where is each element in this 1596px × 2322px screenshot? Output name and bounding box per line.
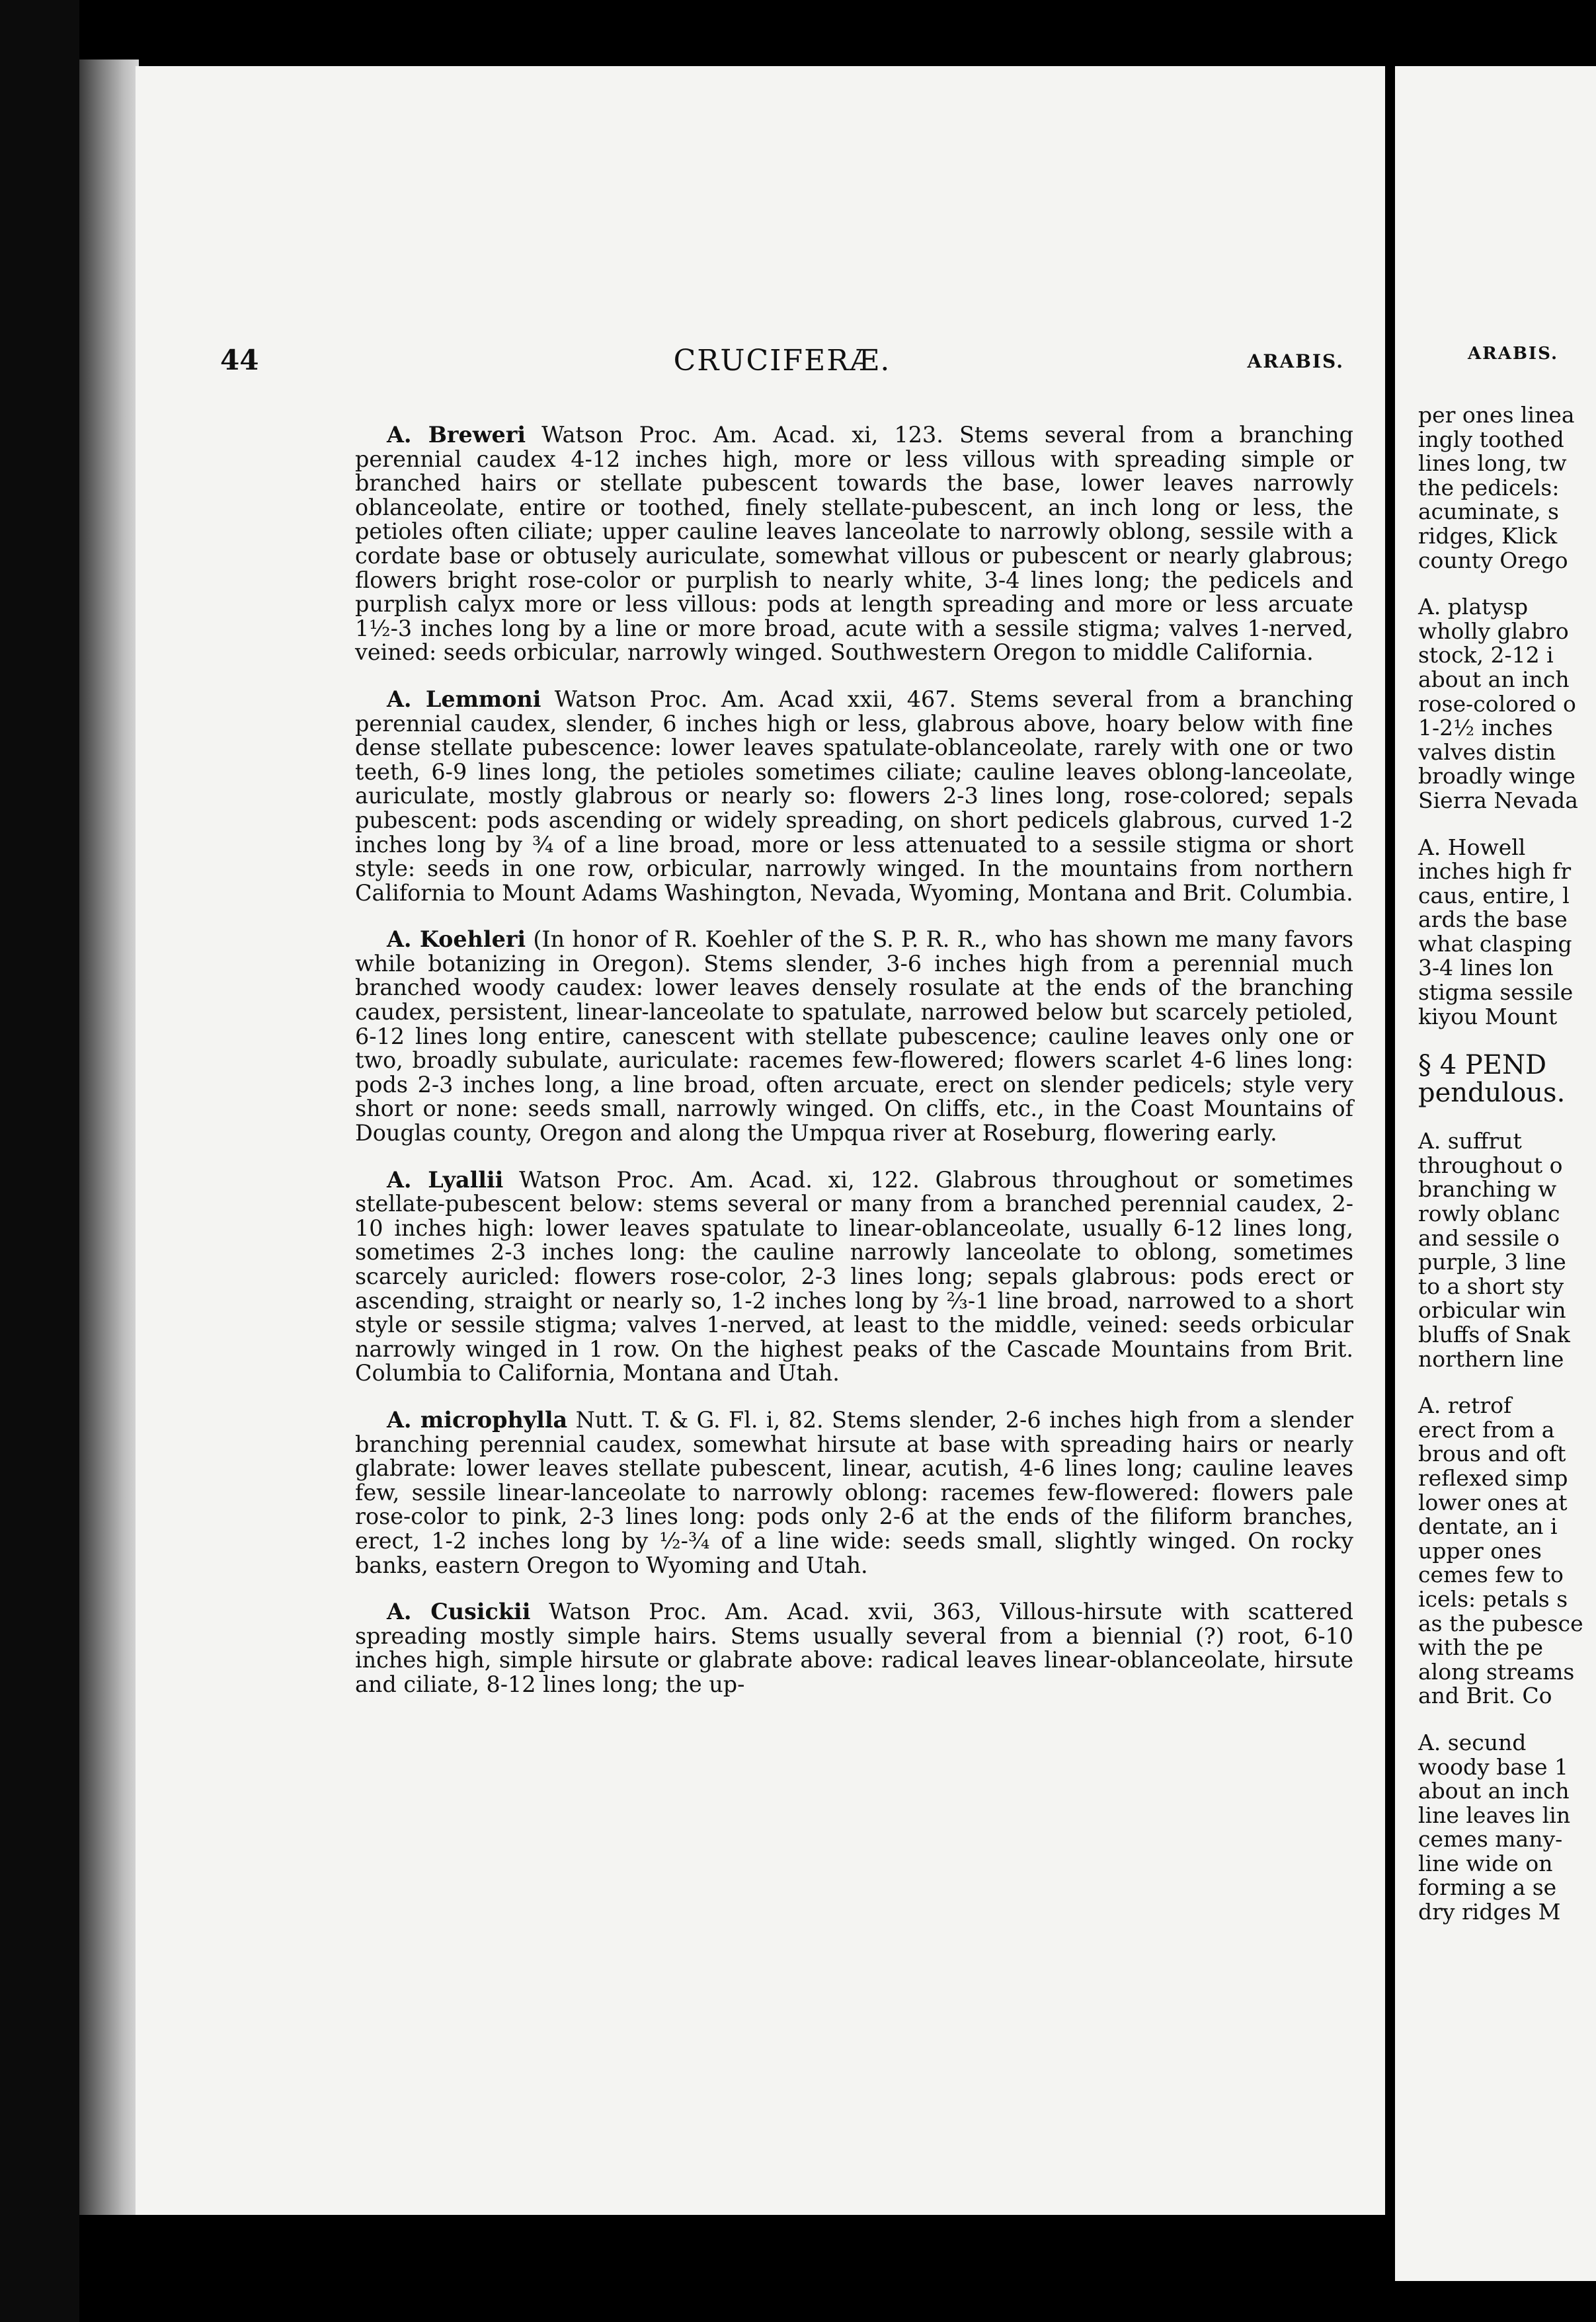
right-page-line: ingly toothed	[1418, 426, 1564, 452]
right-page-line: § 4 PEND	[1418, 1050, 1547, 1081]
right-page-line: A. secund	[1418, 1729, 1527, 1755]
right-page-fragment	[1395, 66, 1596, 2281]
species-name: A. Lemmoni	[387, 686, 541, 712]
scan-background	[0, 0, 79, 2322]
right-page-line: stock, 2-12 i	[1418, 642, 1554, 668]
right-page-line: rowly oblanc	[1418, 1201, 1560, 1227]
species-entry	[355, 688, 1353, 905]
right-page-line: woody base 1	[1418, 1753, 1568, 1780]
species-description: Watson Proc. Am. Acad xxii, 467. Stems several from a branching perennial caudex, slender, 6 inches high or less, glabrous above, hoary below with fine dense stellate pubescence: lower leaves spatulate-oblanceolate, rarely with one or two teeth, 6-9 lines long, the petioles sometimes ciliate; cauline leaves oblong-lanceolate, auriculate, mostly glabrous or nearly so: flowers 2-3 lines long, rose-colored; sepals pubescent: pods ascending or widely spreading, on short pedicels glabrous, curved 1-2 inches long by ¾ of a line broad, more or less attenuated to a sessile stigma or short style: seeds in one row, orbicular, narrowly winged. In the mountains from northern California to Mount Adams Washington, Nevada, Wyoming, Montana and Brit. Columbia.	[355, 686, 1353, 906]
right-page-line: northern line	[1418, 1345, 1564, 1372]
species-entry	[355, 423, 1353, 665]
right-page-line: orbicular win	[1418, 1297, 1566, 1324]
right-page-line: caus, entire, l	[1418, 882, 1570, 908]
right-page-line: kiyou Mount	[1418, 1003, 1558, 1029]
right-page-line: stigma sessile	[1418, 979, 1574, 1006]
right-page-line: and Brit. Co	[1418, 1683, 1552, 1709]
right-page-line: county Orego	[1418, 547, 1568, 573]
paragraph-gap	[1418, 573, 1596, 595]
paragraph-gap	[1418, 1371, 1596, 1394]
species-name: A. Lyallii	[387, 1166, 504, 1193]
species-name: A. Cusickii	[387, 1599, 531, 1625]
right-page-line: lower ones at	[1418, 1489, 1568, 1515]
right-page-line: 1-2½ inches	[1418, 715, 1553, 741]
paragraph-gap	[1418, 1708, 1596, 1731]
right-page-line: branching w	[1418, 1176, 1557, 1203]
species-name: A. microphylla	[387, 1406, 568, 1433]
right-page-line: wholly glabro	[1418, 618, 1569, 644]
right-running-genus: ARABIS.	[1468, 344, 1558, 364]
right-page-line: A. retrof	[1418, 1392, 1512, 1419]
right-page-line: broadly winge	[1418, 763, 1576, 789]
right-page-line: brous and oft	[1418, 1441, 1566, 1467]
right-page-line: per ones linea	[1418, 402, 1575, 428]
right-page-line: forming a se	[1418, 1874, 1557, 1901]
right-page-line: acuminate, s	[1418, 499, 1559, 525]
species-name: A. Breweri	[387, 422, 526, 448]
right-page-line: upper ones	[1418, 1537, 1542, 1564]
right-page-line: lines long, tw	[1418, 450, 1567, 477]
page-number: 44	[220, 344, 259, 376]
right-page-line: with the pe	[1418, 1634, 1543, 1661]
right-page-line: about an inch	[1418, 1778, 1570, 1804]
right-page-line: erect from a	[1418, 1416, 1555, 1443]
species-name: A. Koehleri	[387, 926, 526, 953]
right-page-line: the pedicels:	[1418, 474, 1560, 500]
species-entry	[355, 1408, 1353, 1578]
right-page-line: along streams	[1418, 1658, 1575, 1685]
species-entry	[355, 1168, 1353, 1386]
right-page-line: valves distin	[1418, 739, 1556, 765]
paragraph-gap	[1418, 813, 1596, 836]
right-page-line: throughout o	[1418, 1152, 1563, 1178]
paragraph-gap	[1418, 1107, 1596, 1129]
right-page-line: line wide on	[1418, 1850, 1553, 1876]
right-page-line: line leaves lin	[1418, 1802, 1571, 1828]
right-page-line: dry ridges M	[1418, 1899, 1561, 1925]
right-page-line: and sessile o	[1418, 1224, 1560, 1251]
book-gutter-shadow	[79, 60, 139, 2215]
right-page-line: pendulous.	[1418, 1078, 1566, 1109]
paragraph-gap	[1418, 1029, 1596, 1051]
right-page-line: rose-colored o	[1418, 690, 1576, 717]
right-page-line: what clasping	[1418, 930, 1572, 957]
right-page-line: A. platysp	[1418, 594, 1529, 620]
right-page-line: A. Howell	[1418, 834, 1526, 860]
species-description: Watson Proc. Am. Acad. xi, 123. Stems several from a branching perennial caudex 4-12 inches high, more or less villous with spreading simple or branched hairs or stellate pubescent towards the base, lower leaves narrowly oblanceolate, entire or toothed, finely stellate-pubescent, an inch long or less, the petioles often ciliate; upper cauline leaves lanceolate to narrowly oblong, sessile with a cordate base or obtusely auriculate, somewhat villous or pubescent or nearly glabrous; flowers bright rose-color or purplish to nearly white, 3-4 lines long; the pedicels and purplish calyx more or less villous: pods at length spreading and more or less arcuate 1½-3 inches long by a line or more broad, acute with a sessile stigma; valves 1-nerved, veined: seeds orbicular, narrowly winged. Southwestern Oregon to middle California.	[355, 422, 1353, 666]
right-page-line: reflexed simp	[1418, 1464, 1568, 1491]
right-page-line: about an inch	[1418, 666, 1570, 692]
right-page-line: ridges, Klick	[1418, 522, 1558, 549]
right-page-text	[1418, 403, 1596, 1925]
species-entries	[355, 423, 1353, 1720]
right-page-line: Sierra Nevada	[1418, 787, 1578, 813]
right-page-line: bluffs of Snak	[1418, 1322, 1570, 1347]
right-page-line: to a short sty	[1418, 1273, 1564, 1299]
right-page-line: inches high fr	[1418, 858, 1572, 885]
species-entry	[355, 1600, 1353, 1697]
right-page-line: cemes few to	[1418, 1562, 1564, 1588]
right-page-line: dentate, an i	[1418, 1513, 1558, 1540]
right-page-line: as the pubesce	[1418, 1610, 1583, 1636]
species-description: (In honor of R. Koehler of the S. P. R. R., who has shown me many favors while botanizing in Oregon). Stems slender, 3-6 inches high from a perennial much branched woody caudex: lower leaves densely rosulate at the ends of the branching caudex, persistent, linear-lanceolate to spatulate, narrowed below but scarcely petioled, 6-12 lines long entire, canescent with stellate pubescence; cauline leaves only one or two, broadly subulate, auriculate: racemes few-flowered; flowers scarlet 4-6 lines long: pods 2-3 inches long, a line broad, often arcuate, erect on slender pedicels; style very short or none: seeds small, narrowly winged. On cliffs, etc., in the Coast Mountains of Douglas county, Oregon and along the Umpqua river at Roseburg, flowering early.	[355, 926, 1353, 1146]
right-page-line: cemes many-	[1418, 1826, 1563, 1853]
right-page-line: A. suffrut	[1418, 1128, 1522, 1154]
right-page-line: purple, 3 line	[1418, 1249, 1566, 1275]
right-page-line: ards the base	[1418, 906, 1568, 933]
species-description: Watson Proc. Am. Acad. xi, 122. Glabrous throughout or sometimes stellate-pubescent below: stems several or many from a branched perennial caudex, 2-10 inches high: lower leaves spatulate to linear-oblanceolate, usually 6-12 lines long, sometimes 2-3 inches long: the cauline narrowly lanceolate to oblong, sometimes scarcely auricled: flowers rose-color, 2-3 lines long; sepals glabrous: pods erect or ascending, straight or nearly so, 1-2 inches long by ⅔-1 line broad, narrowed to a short style or sessile stigma; valves 1-nerved, at least to the middle, veined: seeds orbicular narrowly winged in 1 row. On the highest peaks of the Cascade Mountains from Brit. Columbia to California, Montana and Utah.	[355, 1166, 1353, 1386]
right-page-line: 3-4 lines lon	[1418, 955, 1554, 981]
species-description: Watson Proc. Am. Acad. xvii, 363, Villous-hirsute with scattered spreading mostly simple hairs. Stems usually several from a biennial (?) root, 6-10 inches high, simple hirsute or glabrate above: radical leaves linear-oblanceolate, hirsute and ciliate, 8-12 lines long; the up-	[355, 1599, 1353, 1697]
running-title: CRUCIFERÆ.	[673, 344, 891, 378]
species-description: Nutt. T. & G. Fl. i, 82. Stems slender, 2-6 inches high from a slender branching perennial caudex, somewhat hirsute at base with spreading hairs or nearly glabrate: lower leaves stellate pubescent, linear, acutish, 4-6 lines long; cauline leaves few, sessile linear-lanceolate to narrowly oblong: racemes few-flowered: flowers pale rose-color to pink, 2-3 lines long: pods only 2-6 at the ends of the filiform branches, erect, 1-2 inches long by ½-¾ of a line wide: seeds small, slightly winged. On rocky banks, eastern Oregon to Wyoming and Utah.	[355, 1406, 1353, 1578]
species-entry	[355, 928, 1353, 1145]
running-genus: ARABIS.	[1247, 350, 1344, 372]
right-page-line: icels: petals s	[1418, 1585, 1568, 1612]
running-header	[220, 344, 1344, 383]
